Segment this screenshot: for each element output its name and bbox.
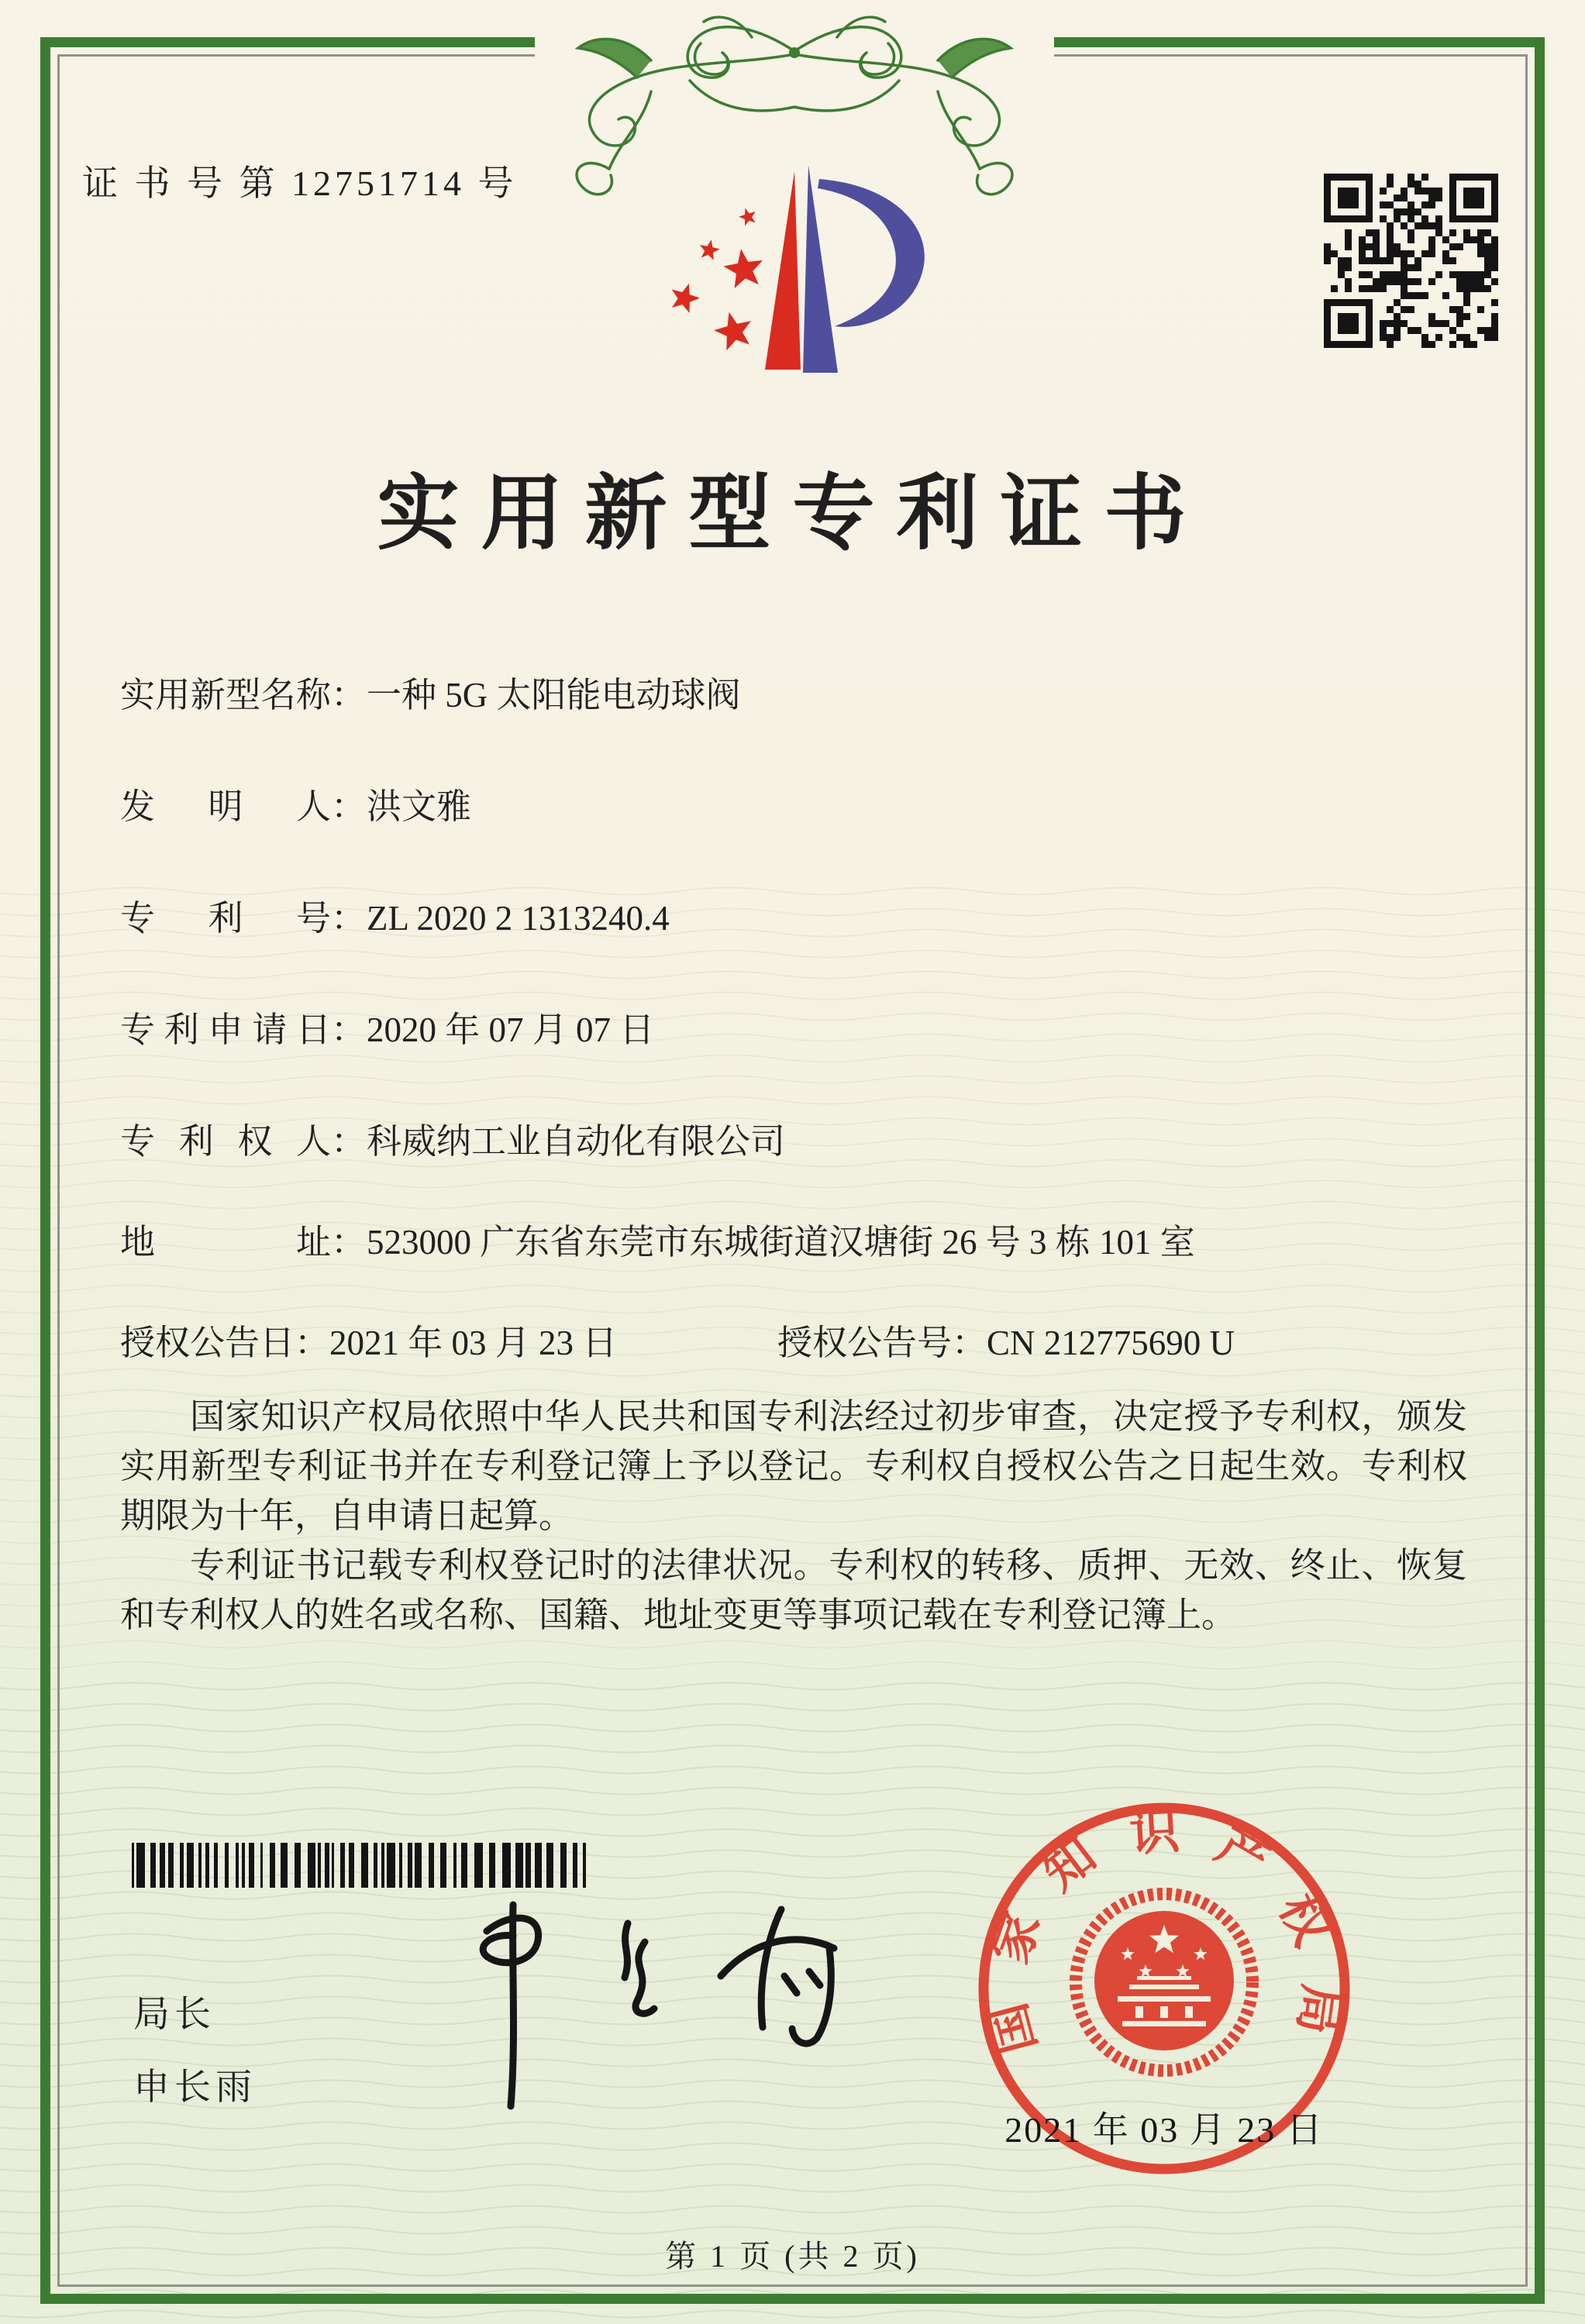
grant-date-label: 授权公告日 — [120, 1324, 295, 1362]
seal-text: 国家知识产权局 — [980, 1803, 1350, 2060]
field-label: 实用新型名称 — [120, 676, 331, 714]
grant-no-value: CN 212775690 U — [987, 1324, 1235, 1362]
grant-date-colon: ： — [295, 1324, 330, 1362]
qr-code — [1324, 174, 1498, 348]
field-colon: ： — [331, 676, 367, 714]
field-label: 专利权人 — [120, 1122, 331, 1161]
field-filing-date — [120, 1001, 654, 1052]
grant-no-colon: ： — [952, 1324, 987, 1362]
seal-date: 2021 年 03 月 23 日 — [1004, 2110, 1324, 2150]
field-utility-model-name — [120, 666, 741, 717]
field-value: 523000 广东省东莞市东城街道汉塘街 26 号 3 栋 101 室 — [367, 1223, 1195, 1262]
certificate-number: 证 书 号 第 12751714 号 — [82, 164, 518, 203]
field-label: 地址 — [120, 1223, 331, 1262]
field-address — [120, 1214, 1195, 1264]
field-value: 科威纳工业自动化有限公司 — [367, 1122, 786, 1161]
ornament-center-dot — [789, 47, 800, 58]
field-label: 发明人 — [120, 787, 331, 826]
field-label: 专利号 — [120, 899, 331, 938]
barcode — [132, 1843, 591, 1888]
director-title: 局长 — [133, 1995, 215, 2035]
field-value: 洪文雅 — [367, 787, 472, 826]
field-label: 专利申请日 — [120, 1011, 331, 1049]
grant-no-label: 授权公告号 — [777, 1324, 953, 1362]
field-grant-row — [120, 1314, 1469, 1365]
field-value: ZL 2020 2 1313240.4 — [367, 899, 670, 938]
field-patent-number — [120, 890, 670, 940]
field-inventor — [120, 778, 471, 828]
field-value: 一种 5G 太阳能电动球阀 — [367, 676, 741, 714]
field-colon: ： — [331, 787, 367, 826]
field-colon: ： — [331, 1122, 367, 1161]
legal-paragraph-1: 国家知识产权局依照中华人民共和国专利法经过初步审查，决定授予专利权，颁发实用新型专利证书并在专利登记簿上予以登记。专利权自授权公告之日起生效。专利权期限为十年，自申请日起算。 — [120, 1397, 1467, 1535]
field-colon: ： — [331, 899, 367, 938]
logo-stars — [672, 208, 763, 351]
director-signature — [395, 1891, 891, 2131]
grant-date-value: 2021 年 03 月 23 日 — [329, 1324, 618, 1362]
field-colon: ： — [331, 1223, 367, 1262]
field-colon: ： — [331, 1011, 367, 1049]
legal-paragraph-2: 专利证书记载专利权登记时的法律状况。专利权的转移、质押、无效、终止、恢复和专利权人的姓名或名称、国籍、地址变更等事项记载在专利登记簿上。 — [120, 1546, 1467, 1634]
legal-text — [120, 1392, 1467, 1640]
cnipa-logo-icon — [663, 143, 949, 391]
certificate-title: 实用新型专利证书 — [377, 469, 1208, 559]
grant-number-group — [777, 1314, 1235, 1365]
director-name: 申长雨 — [133, 2067, 257, 2108]
field-patentee — [120, 1113, 785, 1163]
field-value: 2020 年 07 月 07 日 — [367, 1011, 655, 1049]
page-number: 第 1 页 (共 2 页) — [665, 2239, 920, 2274]
